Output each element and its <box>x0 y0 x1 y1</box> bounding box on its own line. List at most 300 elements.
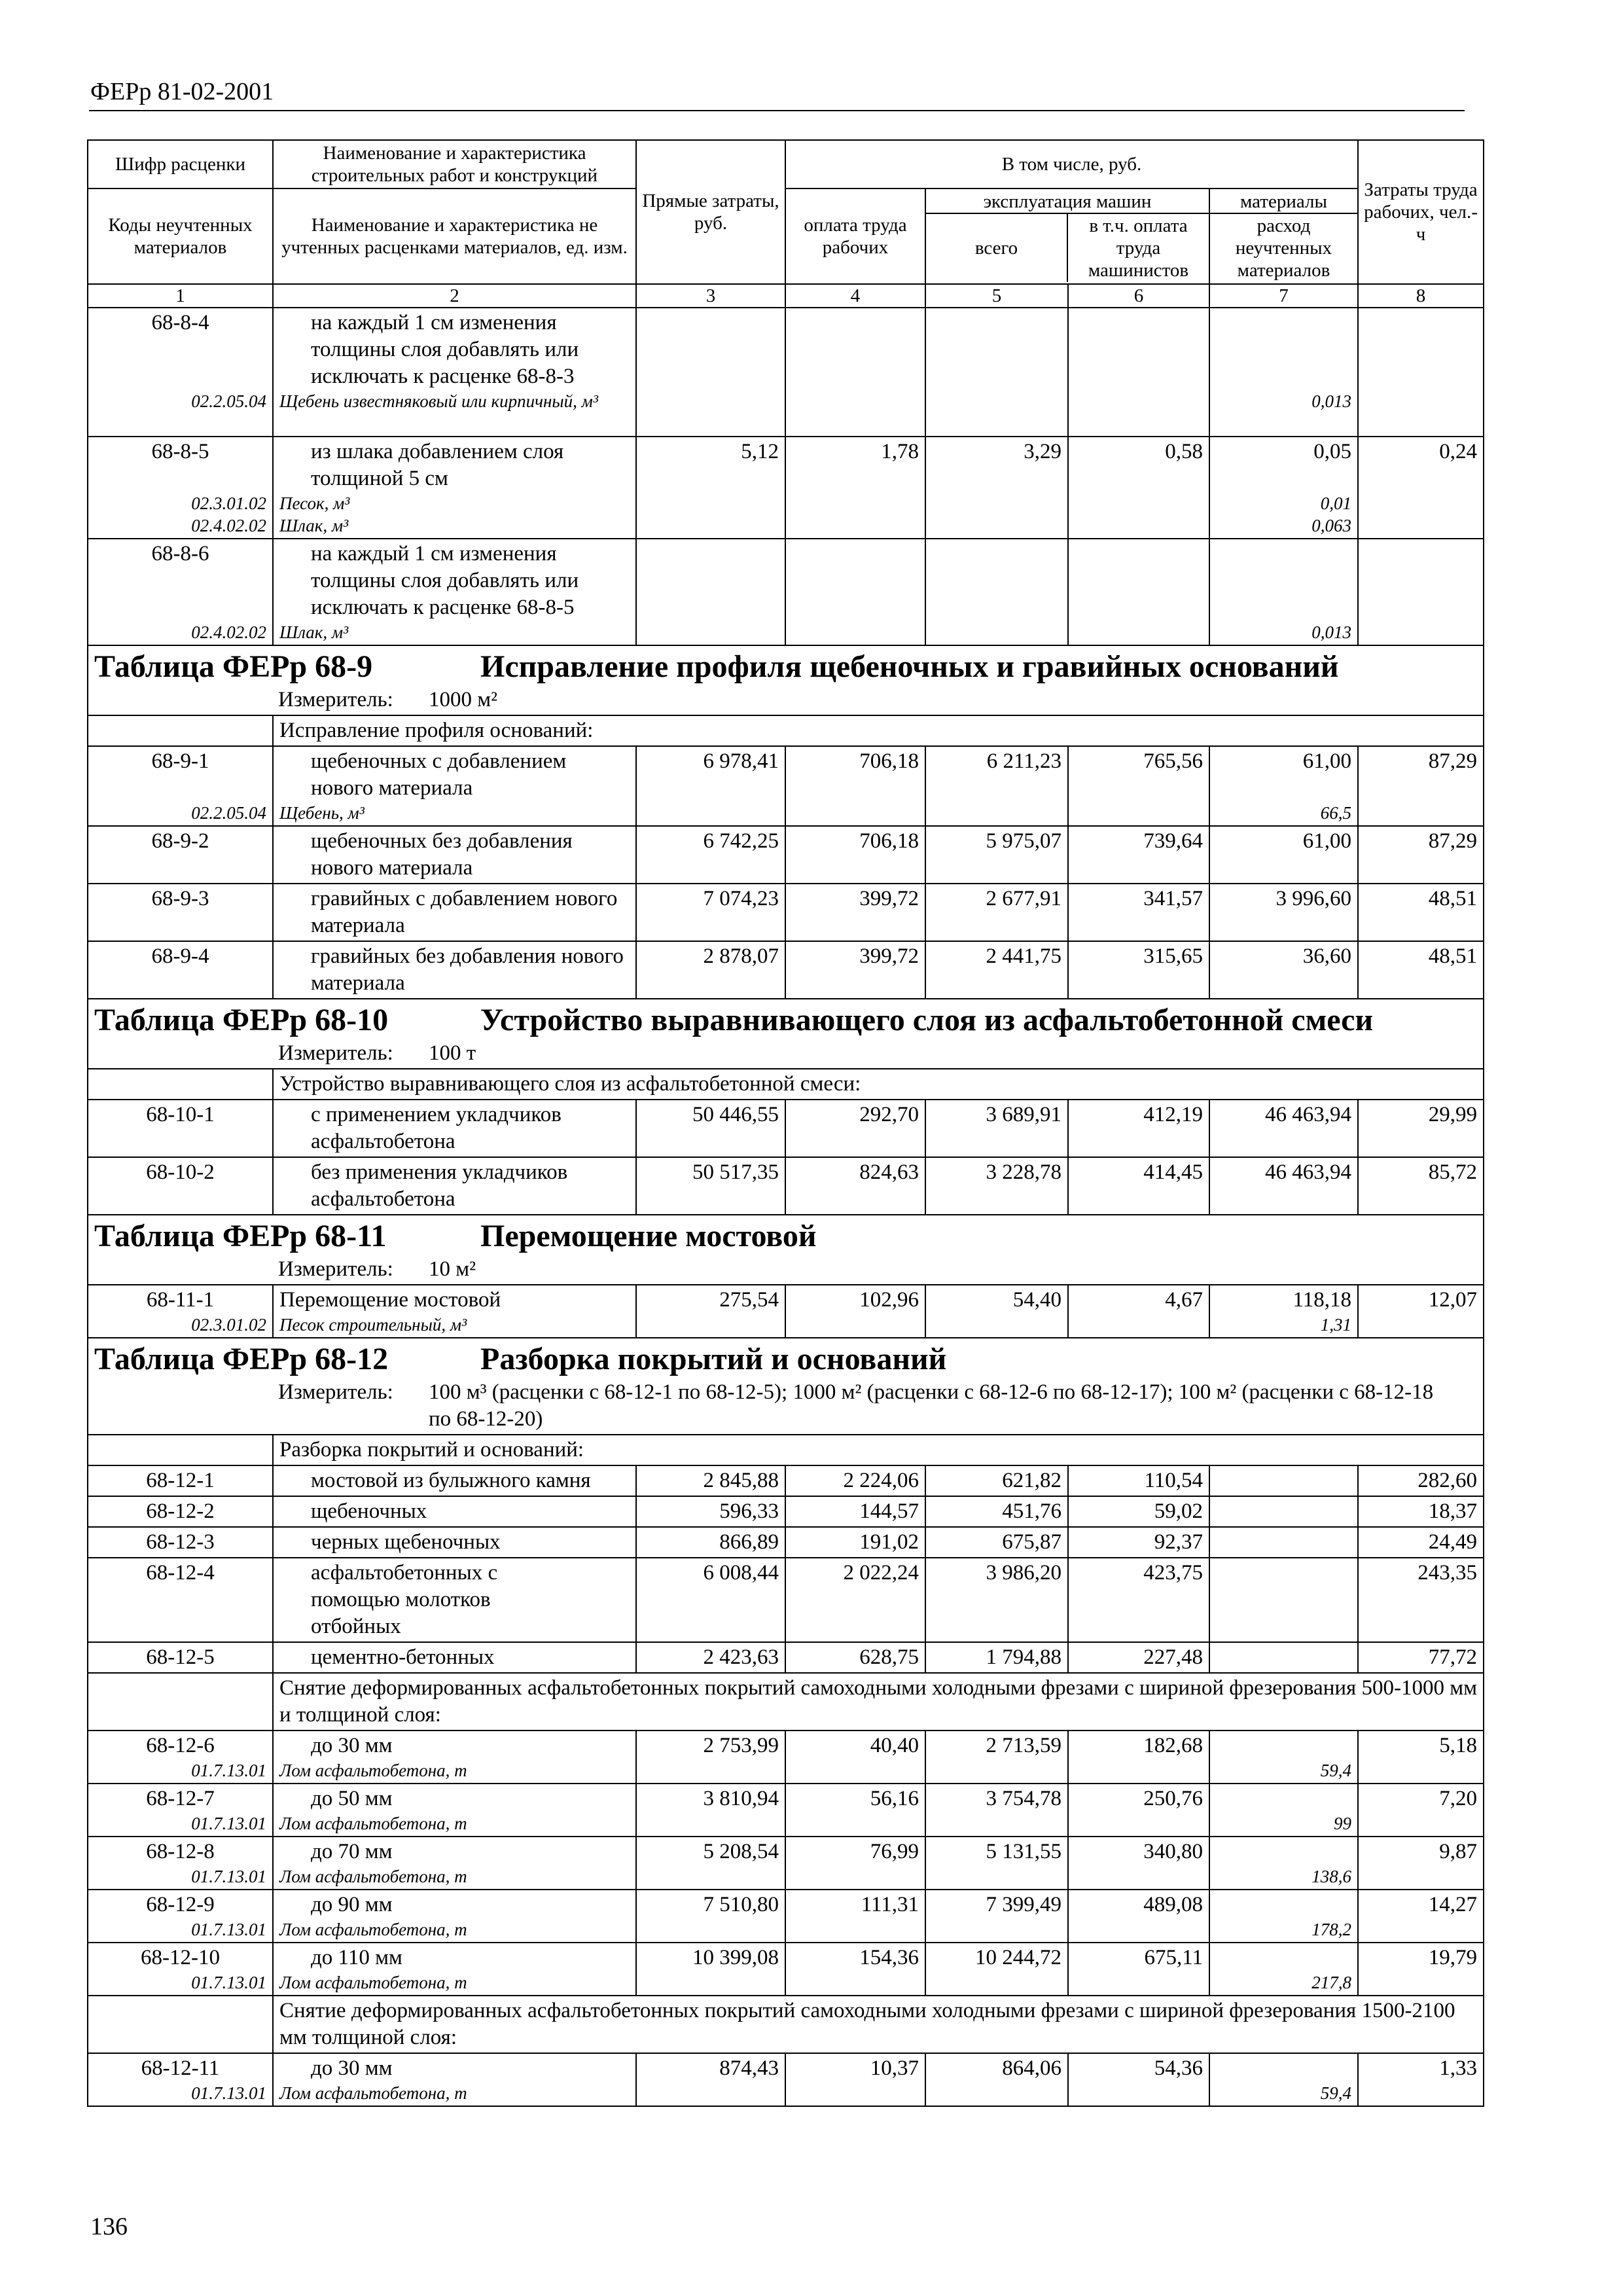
labor-hours: 1,33 <box>1358 2053 1484 2106</box>
rate-desc-cell <box>273 826 636 884</box>
measure-label: Измеритель: <box>278 1257 393 1281</box>
col-num: 2 <box>273 284 636 308</box>
rate-desc: асфальтобетонных с помощью молотков отбойных <box>311 1561 498 1638</box>
machine-pay: 227,48 <box>1068 1642 1209 1673</box>
machine-total: 3 228,78 <box>925 1157 1068 1215</box>
rate-desc: щебеночных <box>311 1499 427 1523</box>
col-num: 1 <box>88 284 273 308</box>
machine-total: 451,76 <box>925 1496 1068 1527</box>
group-row <box>88 1673 1484 1731</box>
machine-pay: 340,80 <box>1068 1837 1209 1890</box>
rate-desc-cell <box>273 1157 636 1215</box>
section-title: Устройство выравнивающего слоя из асфальтобетонной смеси <box>480 1003 1374 1037</box>
column-numbers-row <box>88 284 1484 308</box>
rate-code-cell <box>88 308 273 437</box>
material-value: 0,013 <box>1311 391 1351 411</box>
rate-desc: цементно-бетонных <box>311 1645 495 1669</box>
machine-pay: 92,37 <box>1068 1527 1209 1558</box>
measure-label: Измеритель: <box>278 1041 393 1065</box>
measure-cell <box>88 685 1484 715</box>
materials-cost: 36,60 <box>1209 941 1358 999</box>
materials-cell <box>1209 1731 1358 1784</box>
col-mach-total: всего <box>926 214 1068 282</box>
machine-total: 1 794,88 <box>925 1642 1068 1673</box>
section-title-cell <box>88 645 1484 685</box>
section-title-68-11 <box>88 1215 1484 1255</box>
col-machines-label: эксплуатация машин <box>926 190 1209 214</box>
col-machines <box>925 188 1209 284</box>
table-row <box>88 1837 1484 1890</box>
col-num: 4 <box>785 284 925 308</box>
material-code: 01.7.13.01 <box>191 1920 266 1939</box>
materials-cost: 46 463,94 <box>1209 1100 1358 1157</box>
material-value: 178,2 <box>1311 1920 1351 1939</box>
col-name-top: Наименование и характеристика строительных работ и конструкций <box>273 140 636 188</box>
measure-label: Измеритель: <box>278 1380 393 1404</box>
machine-pay: 315,65 <box>1068 941 1209 999</box>
rate-desc-cell <box>273 1943 636 1996</box>
rate-code: 68-12-6 <box>146 1734 215 1757</box>
measure-value: 100 т <box>429 1041 476 1065</box>
labor-hours: 29,99 <box>1358 1100 1484 1157</box>
rate-code: 68-12-11 <box>141 2056 220 2080</box>
labor-hours: 87,29 <box>1358 826 1484 884</box>
machine-pay: 182,68 <box>1068 1731 1209 1784</box>
material-name: Щебень, м³ <box>279 803 365 823</box>
table-row <box>88 308 1484 437</box>
labor-pay: 399,72 <box>785 941 925 999</box>
material-code: 02.3.01.02 <box>191 493 266 513</box>
table-row <box>88 1731 1484 1784</box>
rate-desc: щебеночных с добавлением нового материала <box>311 749 567 800</box>
measure-cell <box>88 1255 1484 1285</box>
table-row <box>88 1642 1484 1673</box>
labor-pay: 2 224,06 <box>785 1465 925 1496</box>
material-code: 02.2.05.04 <box>191 803 266 823</box>
labor-hours: 14,27 <box>1358 1890 1484 1943</box>
table-row <box>88 1157 1484 1215</box>
rate-code-cell <box>88 1890 273 1943</box>
materials-cost: 46 463,94 <box>1209 1157 1358 1215</box>
group-row <box>88 1996 1484 2053</box>
direct-cost: 2 753,99 <box>636 1731 785 1784</box>
rate-desc-cell <box>273 746 636 826</box>
labor-pay: 628,75 <box>785 1642 925 1673</box>
direct-cost: 6 742,25 <box>636 826 785 884</box>
direct-cost: 50 446,55 <box>636 1100 785 1157</box>
rate-desc: Перемощение мостовой <box>279 1288 501 1312</box>
labor-hours: 77,72 <box>1358 1642 1484 1673</box>
rate-code: 68-12-9 <box>146 1893 215 1916</box>
rate-desc-cell <box>273 1731 636 1784</box>
machine-pay: 341,57 <box>1068 884 1209 941</box>
direct-cost: 866,89 <box>636 1527 785 1558</box>
machine-total: 675,87 <box>925 1527 1068 1558</box>
table-row <box>88 1496 1484 1527</box>
material-name: Лом асфальтобетона, т <box>279 2083 467 2103</box>
measure-row <box>88 1378 1484 1435</box>
rate-desc-cell <box>273 884 636 941</box>
rate-code: 68-8-5 <box>151 440 209 463</box>
direct-cost: 5,12 <box>636 437 785 539</box>
material-code: 01.7.13.01 <box>191 1973 266 1992</box>
labor-hours: 0,24 <box>1358 437 1484 539</box>
material-value: 99 <box>1334 1814 1351 1833</box>
col-code-top: Шифр расценки <box>88 140 273 188</box>
labor-pay: 144,57 <box>785 1496 925 1527</box>
table-row <box>88 1285 1484 1338</box>
material-value: 59,4 <box>1320 1761 1351 1780</box>
material-value: 217,8 <box>1311 1973 1351 1992</box>
measure-row <box>88 1255 1484 1285</box>
rate-desc: черных щебеночных <box>311 1530 501 1554</box>
rate-desc-cell <box>273 308 636 437</box>
table-row <box>88 1100 1484 1157</box>
labor-hours: 87,29 <box>1358 746 1484 826</box>
col-labor: Затраты труда рабочих, чел.-ч <box>1358 140 1484 284</box>
section-label: Таблица ФЕРр 68-9 <box>94 649 373 684</box>
machine-total: 864,06 <box>925 2053 1068 2106</box>
materials-cost: 3 996,60 <box>1209 884 1358 941</box>
rate-code: 68-10-1 <box>88 1100 273 1157</box>
table-row <box>88 746 1484 826</box>
table-row <box>88 437 1484 539</box>
rate-code: 68-9-2 <box>88 826 273 884</box>
materials-cell <box>1209 1890 1358 1943</box>
col-num: 8 <box>1358 284 1484 308</box>
direct-cost: 5 208,54 <box>636 1837 785 1890</box>
rate-desc-cell <box>273 1496 636 1527</box>
rate-desc-cell <box>273 941 636 999</box>
section-title: Перемощение мостовой <box>480 1219 817 1253</box>
labor-pay: 292,70 <box>785 1100 925 1157</box>
section-label: Таблица ФЕРр 68-12 <box>94 1342 389 1376</box>
rate-code: 68-9-3 <box>88 884 273 941</box>
rate-code-cell <box>88 1943 273 1996</box>
machine-pay: 765,56 <box>1068 746 1209 826</box>
machine-total: 6 211,23 <box>925 746 1068 826</box>
rate-desc: без применения укладчиков асфальтобетона <box>311 1160 568 1211</box>
labor-hours: 85,72 <box>1358 1157 1484 1215</box>
materials-cost: 0,05 <box>1313 440 1351 463</box>
labor-pay: 399,72 <box>785 884 925 941</box>
rate-desc-cell <box>273 1837 636 1890</box>
col-num: 3 <box>636 284 785 308</box>
table-row <box>88 941 1484 999</box>
group-heading: Разборка покрытий и оснований: <box>273 1435 1484 1465</box>
table-row <box>88 1943 1484 1996</box>
materials-cell <box>1209 746 1358 826</box>
machine-total: 7 399,49 <box>925 1890 1068 1943</box>
material-name: Шлак, м³ <box>279 516 349 535</box>
material-name: Лом асфальтобетона, т <box>279 1814 467 1833</box>
direct-cost: 7 510,80 <box>636 1890 785 1943</box>
labor-pay: 191,02 <box>785 1527 925 1558</box>
material-name: Шлак, м³ <box>279 622 349 642</box>
machine-total: 2 713,59 <box>925 1731 1068 1784</box>
material-code: 02.4.02.02 <box>191 622 266 642</box>
labor-hours: 282,60 <box>1358 1465 1484 1496</box>
group-row <box>88 1435 1484 1465</box>
measure-value: 10 м² <box>429 1257 476 1281</box>
col-mach-pay: в т.ч. оплата труда машинистов <box>1088 215 1189 281</box>
rate-desc: до 50 мм <box>311 1787 393 1810</box>
rate-code-cell <box>88 1784 273 1837</box>
labor-hours: 48,51 <box>1358 941 1484 999</box>
section-title-68-12 <box>88 1338 1484 1378</box>
col-code-bottom: Коды неучтенных материалов <box>88 188 273 284</box>
direct-cost: 275,54 <box>636 1285 785 1338</box>
labor-pay: 1,78 <box>785 437 925 539</box>
material-code: 02.4.02.02 <box>191 516 266 535</box>
rate-desc: до 30 мм <box>311 1734 393 1757</box>
group-row <box>88 715 1484 746</box>
col-name-bottom: Наименование и характеристика не учтенных расценками материалов, ед. изм. <box>273 188 636 284</box>
rate-code: 68-9-4 <box>88 941 273 999</box>
machine-total: 3,29 <box>925 437 1068 539</box>
rate-code-cell <box>88 746 273 826</box>
rate-desc-cell <box>273 2053 636 2106</box>
material-name: Лом асфальтобетона, т <box>279 1973 467 1992</box>
machine-pay: 739,64 <box>1068 826 1209 884</box>
rate-desc-cell <box>273 539 636 645</box>
material-value: 0,013 <box>1311 622 1351 642</box>
measure-value: 1000 м² <box>429 688 498 711</box>
table-row <box>88 1465 1484 1496</box>
col-incl: В том числе, руб. <box>785 140 1358 188</box>
material-code: 02.2.05.04 <box>191 391 266 411</box>
rate-desc-cell <box>273 1100 636 1157</box>
material-name: Лом асфальтобетона, т <box>279 1761 467 1780</box>
materials-cell <box>1209 308 1358 437</box>
col-num: 7 <box>1209 284 1358 308</box>
materials-cell <box>1209 1285 1358 1338</box>
direct-cost: 6 978,41 <box>636 746 785 826</box>
group-heading: Снятие деформированных асфальтобетонных покрытий самоходными холодными фрезами с шириной фрезерования 1500-2100 мм толщиной слоя: <box>273 1996 1484 2053</box>
rate-desc-cell <box>273 437 636 539</box>
direct-cost: 874,43 <box>636 2053 785 2106</box>
section-title-cell <box>88 1338 1484 1378</box>
materials-cell <box>1209 2053 1358 2106</box>
table-row <box>88 539 1484 645</box>
rate-desc: до 110 мм <box>311 1946 402 1969</box>
labor-hours: 19,79 <box>1358 1943 1484 1996</box>
rate-desc-cell <box>273 1784 636 1837</box>
material-code: 01.7.13.01 <box>191 1867 266 1886</box>
materials-cell <box>1209 1943 1358 1996</box>
machine-total: 5 975,07 <box>925 826 1068 884</box>
materials-cost: 118,18 <box>1293 1288 1351 1312</box>
document-header: ФЕРр 81-02-2001 <box>90 78 274 105</box>
rate-desc: до 30 мм <box>311 2056 393 2080</box>
section-label: Таблица ФЕРр 68-10 <box>94 1003 389 1037</box>
machine-pay: 110,54 <box>1068 1465 1209 1496</box>
material-code: 01.7.13.01 <box>191 2083 266 2103</box>
direct-cost: 50 517,35 <box>636 1157 785 1215</box>
labor-pay: 56,16 <box>785 1784 925 1837</box>
rate-desc-cell <box>273 1285 636 1338</box>
rate-code-cell <box>88 1285 273 1338</box>
measure-value: 100 м³ (расценки с 68-12-1 по 68-12-5); 1000 м² (расценки с 68-12-6 по 68-12-17); 100 м² (расценки с 68-12-18 по 68-12-20) <box>429 1380 1434 1431</box>
machine-pay: 412,19 <box>1068 1100 1209 1157</box>
direct-cost: 596,33 <box>636 1496 785 1527</box>
material-value: 1,31 <box>1320 1315 1351 1335</box>
material-code: 01.7.13.01 <box>191 1814 266 1833</box>
rate-code: 68-12-3 <box>88 1527 273 1558</box>
rate-code: 68-8-4 <box>151 311 209 334</box>
material-name: Лом асфальтобетона, т <box>279 1920 467 1939</box>
section-title-cell <box>88 1215 1484 1255</box>
materials-cell <box>1209 539 1358 645</box>
machine-total: 54,40 <box>925 1285 1068 1338</box>
labor-hours: 24,49 <box>1358 1527 1484 1558</box>
col-labor-pay <box>785 188 925 284</box>
machine-total: 5 131,55 <box>925 1837 1068 1890</box>
material-value: 66,5 <box>1320 803 1351 823</box>
table-row <box>88 2053 1484 2106</box>
material-name: Щебень известняковый или кирпичный, м³ <box>279 391 598 411</box>
group-row <box>88 1069 1484 1100</box>
material-code: 01.7.13.01 <box>191 1761 266 1780</box>
machine-pay: 414,45 <box>1068 1157 1209 1215</box>
rate-code: 68-12-1 <box>88 1465 273 1496</box>
machine-pay: 489,08 <box>1068 1890 1209 1943</box>
labor-pay: 706,18 <box>785 746 925 826</box>
materials-cost: 61,00 <box>1209 826 1358 884</box>
rate-desc: щебеночных без добавления нового материала <box>311 829 573 880</box>
machine-total: 10 244,72 <box>925 1943 1068 1996</box>
rate-code: 68-12-10 <box>141 1946 220 1969</box>
labor-hours: 12,07 <box>1358 1285 1484 1338</box>
direct-cost: 6 008,44 <box>636 1558 785 1642</box>
group-heading: Исправление профиля оснований: <box>273 715 1484 746</box>
labor-pay: 154,36 <box>785 1943 925 1996</box>
rate-code: 68-9-1 <box>151 749 209 773</box>
col-num: 6 <box>1068 284 1209 308</box>
rate-code-cell <box>88 1837 273 1890</box>
col-num: 5 <box>925 284 1068 308</box>
table-row <box>88 1558 1484 1642</box>
rate-desc: из шлака добавлением слоя толщиной 5 см <box>311 440 564 490</box>
machine-total: 621,82 <box>925 1465 1068 1496</box>
table-row <box>88 1890 1484 1943</box>
header-rule <box>89 110 1465 111</box>
rate-code: 68-12-4 <box>88 1558 273 1642</box>
measure-row <box>88 685 1484 715</box>
labor-pay: 111,31 <box>785 1890 925 1943</box>
machine-total: 2 441,75 <box>925 941 1068 999</box>
material-name: Лом асфальтобетона, т <box>279 1867 467 1886</box>
header-row-1 <box>88 140 1484 188</box>
col-labor-pay-label: оплата труда рабочих <box>804 215 907 258</box>
materials-cell <box>1209 437 1358 539</box>
table-row <box>88 826 1484 884</box>
section-label: Таблица ФЕРр 68-11 <box>94 1219 387 1253</box>
labor-pay: 706,18 <box>785 826 925 884</box>
rate-desc-cell <box>273 1527 636 1558</box>
labor-hours: 9,87 <box>1358 1837 1484 1890</box>
materials-cell <box>1209 1784 1358 1837</box>
labor-hours: 48,51 <box>1358 884 1484 941</box>
rate-desc: гравийных с добавлением нового материала <box>311 887 618 937</box>
labor-pay: 76,99 <box>785 1837 925 1890</box>
group-heading: Снятие деформированных асфальтобетонных покрытий самоходными холодными фрезами с шириной фрезерования 500-1000 мм и толщиной слоя: <box>273 1673 1484 1731</box>
rate-desc-cell <box>273 1890 636 1943</box>
materials-cost: 61,00 <box>1302 749 1351 773</box>
direct-cost: 2 878,07 <box>636 941 785 999</box>
materials-cell <box>1209 1837 1358 1890</box>
col-direct: Прямые затраты, руб. <box>636 140 785 284</box>
rate-desc: на каждый 1 см изменения толщины слоя добавлять или исключать к расценке 68-8-3 <box>311 311 579 388</box>
measure-label: Измеритель: <box>278 688 393 711</box>
machine-pay: 423,75 <box>1068 1558 1209 1642</box>
machine-total: 2 677,91 <box>925 884 1068 941</box>
rate-code: 68-12-8 <box>146 1840 215 1863</box>
material-value: 0,01 <box>1320 493 1351 513</box>
section-title-68-10 <box>88 999 1484 1039</box>
measure-cell <box>88 1039 1484 1069</box>
material-value: 59,4 <box>1320 2083 1351 2103</box>
rate-desc: до 70 мм <box>311 1840 393 1863</box>
labor-pay: 10,37 <box>785 2053 925 2106</box>
rate-code: 68-12-2 <box>88 1496 273 1527</box>
rates-table <box>87 139 1484 2107</box>
labor-pay: 2 022,24 <box>785 1558 925 1642</box>
material-value: 0,063 <box>1311 516 1351 535</box>
labor-pay: 40,40 <box>785 1731 925 1784</box>
rate-desc-cell <box>273 1558 636 1642</box>
direct-cost: 3 810,94 <box>636 1784 785 1837</box>
material-name: Песок строительный, м³ <box>279 1315 467 1335</box>
section-title-cell <box>88 999 1484 1039</box>
rate-code-cell <box>88 2053 273 2106</box>
machine-total: 3 986,20 <box>925 1558 1068 1642</box>
rate-desc: с применением укладчиков асфальтобетона <box>311 1103 562 1153</box>
material-name: Песок, м³ <box>279 493 350 513</box>
rate-desc: гравийных без добавления нового материала <box>311 944 624 995</box>
rate-desc-cell <box>273 1642 636 1673</box>
machine-pay: 4,67 <box>1068 1285 1209 1338</box>
machine-total: 3 689,91 <box>925 1100 1068 1157</box>
direct-cost: 2 845,88 <box>636 1465 785 1496</box>
measure-cell <box>88 1378 1484 1435</box>
direct-cost: 10 399,08 <box>636 1943 785 1996</box>
machine-total: 3 754,78 <box>925 1784 1068 1837</box>
machine-pay: 54,36 <box>1068 2053 1209 2106</box>
rate-desc: до 90 мм <box>311 1893 393 1916</box>
machine-pay: 250,76 <box>1068 1784 1209 1837</box>
labor-pay: 824,63 <box>785 1157 925 1215</box>
rate-code-cell <box>88 1731 273 1784</box>
table-row <box>88 1527 1484 1558</box>
rate-code: 68-12-5 <box>88 1642 273 1673</box>
rate-code: 68-8-6 <box>151 542 209 565</box>
page-number: 136 <box>90 2213 128 2240</box>
machine-pay: 675,11 <box>1068 1943 1209 1996</box>
rate-code: 68-11-1 <box>146 1288 215 1312</box>
machine-pay: 59,02 <box>1068 1496 1209 1527</box>
labor-hours: 5,18 <box>1358 1731 1484 1784</box>
col-materials-label: материалы <box>1210 190 1357 214</box>
labor-hours: 18,37 <box>1358 1496 1484 1527</box>
group-heading: Устройство выравнивающего слоя из асфальтобетонной смеси: <box>273 1069 1484 1100</box>
table-row <box>88 884 1484 941</box>
labor-hours: 7,20 <box>1358 1784 1484 1837</box>
section-title: Исправление профиля щебеночных и гравийных оснований <box>480 649 1339 684</box>
measure-row <box>88 1039 1484 1069</box>
rate-code: 68-12-7 <box>146 1787 215 1810</box>
material-code: 02.3.01.02 <box>191 1315 266 1335</box>
